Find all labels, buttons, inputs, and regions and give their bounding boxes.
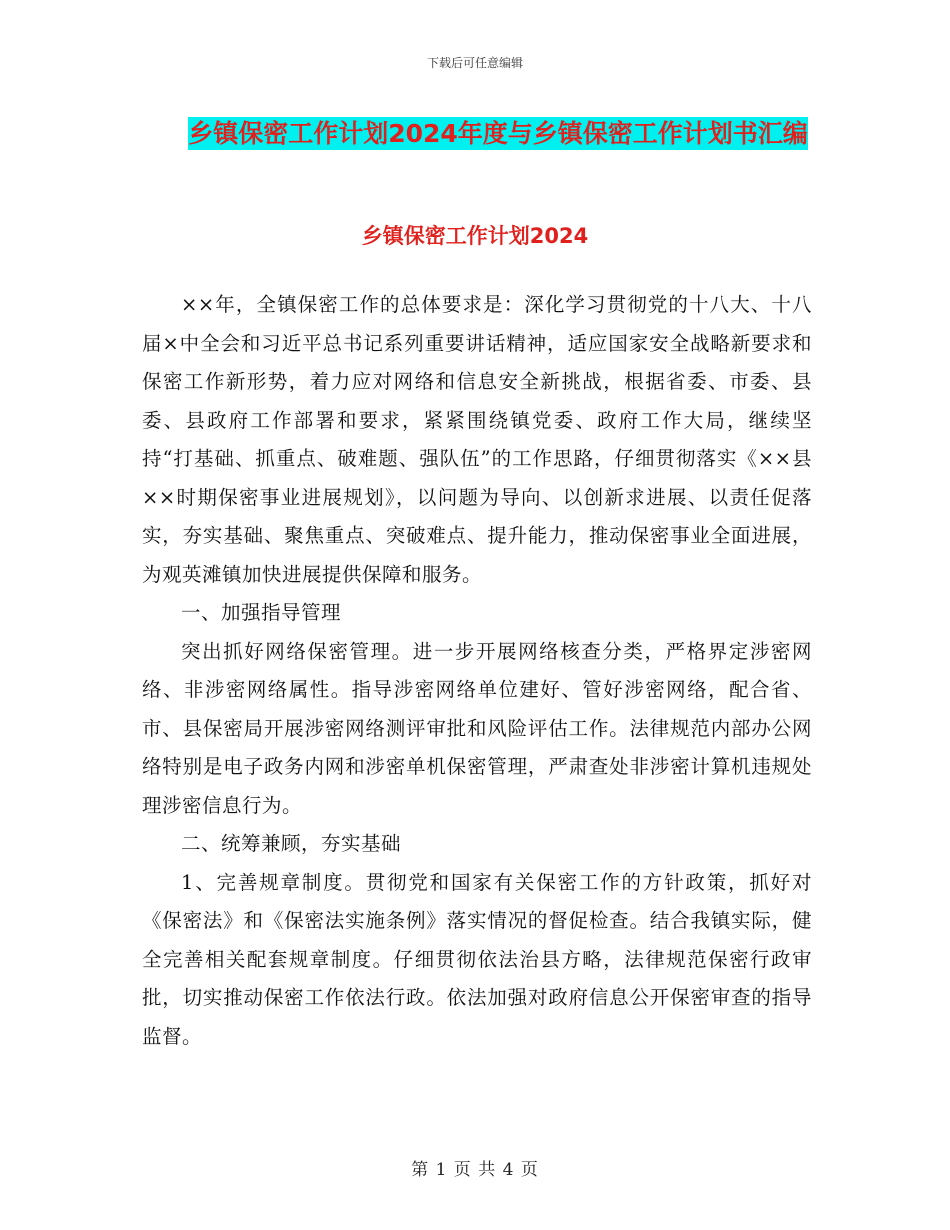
document-title [180, 112, 816, 156]
section-heading: 二、统筹兼顾，夯实基础 [181, 832, 402, 855]
body-paragraph: 突出抓好网络保密管理。进一步开展网络核查分类，严格界定涉密网络、非涉密网络属性。指导涉密网络单位建好、管好涉密网络，配合省、市、县保密局开展涉密网络测评审批和风险评估工作。法律规范内部办公网络特别是电子政务内网和涉密单机保密管理，严肃查处非涉密计算机违规处理涉密信息行为。 [142, 639, 812, 817]
body-paragraph: ××年，全镇保密工作的总体要求是：深化学习贯彻党的十八大、十八届×中全会和习近平总书记系列重要讲话精神，适应国家安全战略新要求和保密工作新形势，着力应对网络和信息安全新挑战，根据省委、市委、县委、县政府工作部署和要求，紧紧围绕镇党委、政府工作大局，继续坚持“打基础、抓重点、破难题、强队伍”的工作思路，仔细贯彻落实《××县××时期保密事业进展规划》，以问题为导向、以创新求进展、以责任促落实，夯实基础、聚焦重点、突破难点、提升能力，推动保密事业全面进展，为观英滩镇加快进展提供保障和服务。 [142, 293, 812, 586]
document-title-text: 乡镇保密工作计划2024年度与乡镇保密工作计划书汇编 [188, 119, 808, 148]
page-number: 第 1 页 共 4 页 [411, 1160, 539, 1180]
document-body [142, 286, 812, 1056]
body-paragraph: 1、完善规章制度。贯彻党和国家有关保密工作的方针政策，抓好对《保密法》和《保密法实施条例》落实情况的督促检查。结合我镇实际，健全完善相关配套规章制度。仔细贯彻依法治县方略，法律规范保密行政审批，切实推动保密工作依法行政。依法加强对政府信息公开保密审查的指导监督。 [142, 870, 812, 1048]
section-title: 乡镇保密工作计划2024 [361, 224, 589, 248]
header-note: 下载后可任意编辑 [426, 56, 523, 70]
section-heading: 一、加强指导管理 [181, 601, 342, 624]
